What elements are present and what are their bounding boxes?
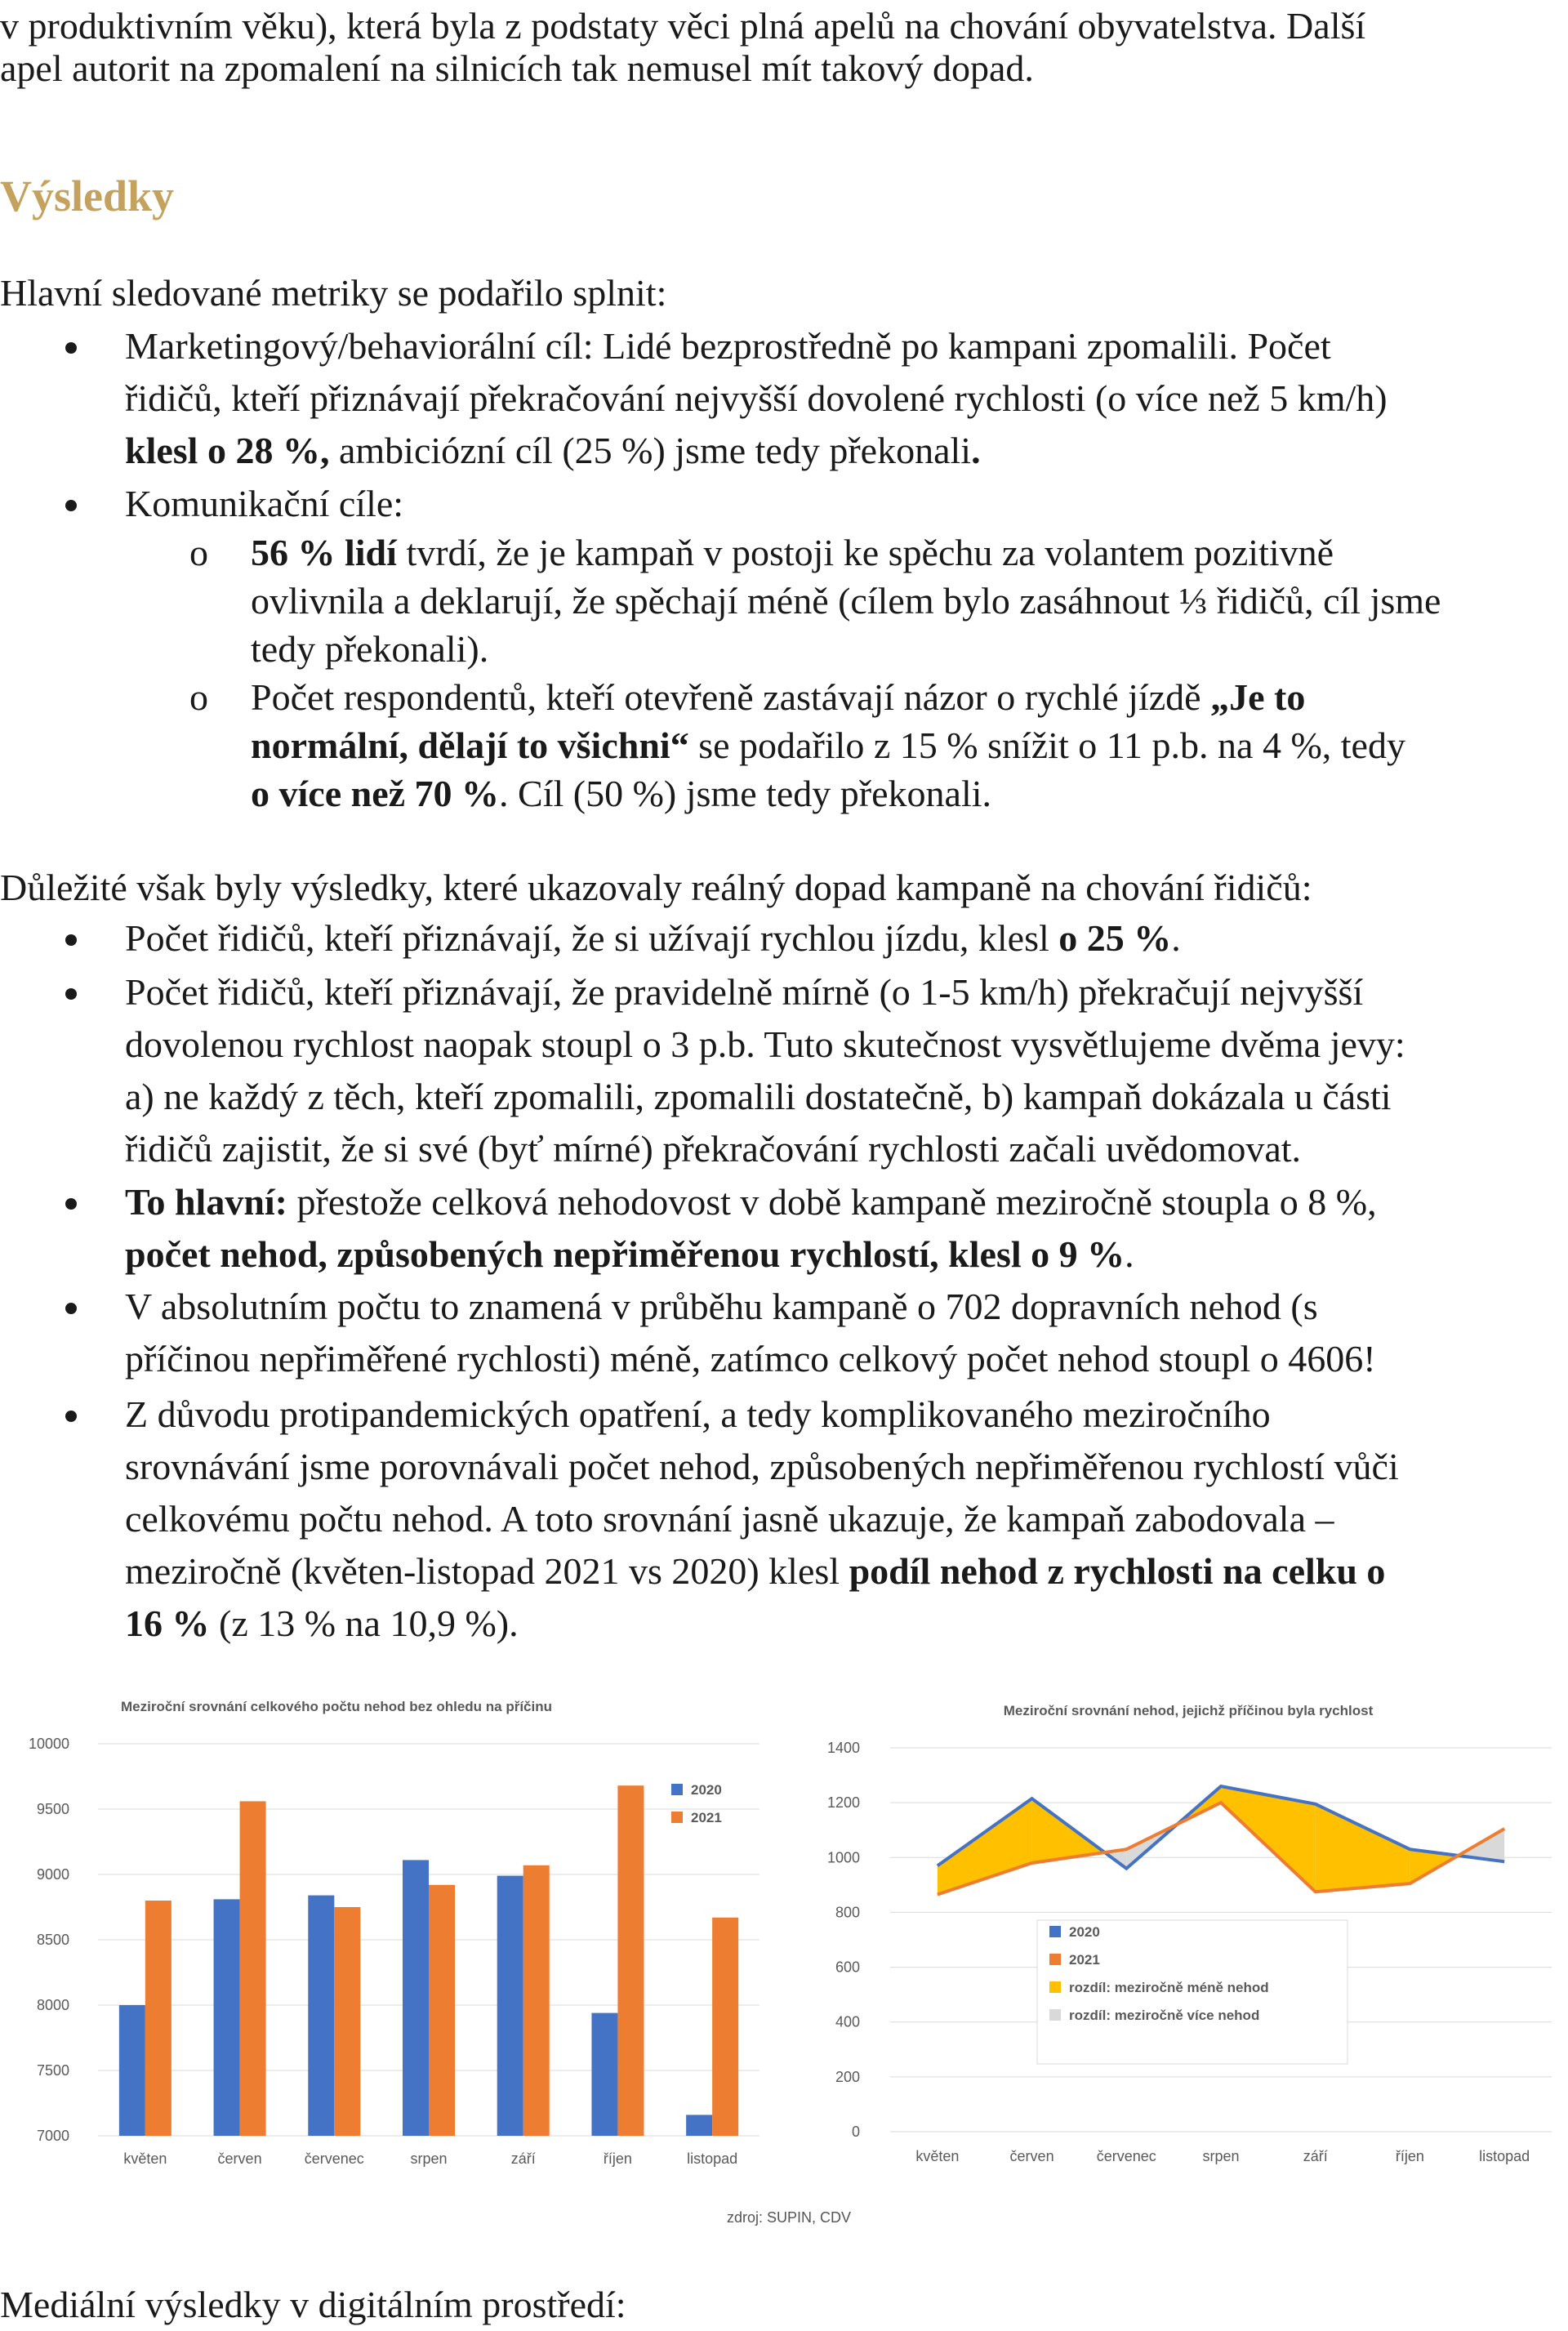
impact-1 bbox=[125, 912, 1181, 965]
impact-2-line-2: dovolenou rychlost naopak stoupl o 3 p.b. Tuto skutečnost vysvětlujeme dvěma jevy: bbox=[125, 1023, 1405, 1065]
bar-chart bbox=[8, 1687, 768, 2193]
impact-5-line-4 bbox=[125, 1545, 1385, 1598]
legend-label: rozdíl: meziročně více nehod bbox=[1069, 2008, 1260, 2023]
impact-4-line-2: příčinou nepřiměřené rychlosti) méně, zatímco celkový počet nehod stoupl o 4606! bbox=[125, 1338, 1376, 1379]
impact-2-line-3: a) ne každý z těch, kteří zpomalili, zpomalili dostatečně, b) kampaň dokázala u části bbox=[125, 1076, 1392, 1117]
sub-2-line-2 bbox=[251, 720, 1405, 772]
impact-1-end: . bbox=[1171, 917, 1181, 959]
y-tick-label: 7500 bbox=[36, 2062, 69, 2079]
footer-heading: Mediální výsledky v digitálním prostředí: bbox=[0, 2284, 626, 2325]
area-chart bbox=[804, 1687, 1564, 2193]
x-tick-label: říjen bbox=[1395, 2148, 1424, 2164]
sub-1-line-3: tedy překonali). bbox=[251, 628, 489, 670]
legend-swatch bbox=[1049, 1981, 1061, 1993]
y-tick-label: 600 bbox=[835, 1959, 860, 1976]
bar-2021 bbox=[617, 1785, 644, 2136]
x-tick-label: červenec bbox=[1096, 2148, 1156, 2164]
bullet-dot bbox=[65, 1411, 77, 1422]
bar-chart-svg bbox=[8, 1687, 768, 2193]
metric-2-label: Komunikační cíle: bbox=[125, 483, 404, 524]
x-tick-label: květen bbox=[123, 2150, 167, 2167]
y-tick-label: 1000 bbox=[826, 1849, 860, 1866]
impact-3-line-2 bbox=[125, 1228, 1134, 1281]
impact-5-line-2: srovnávání jsme porovnávali počet nehod, způsobených nepřiměřenou rychlostí vůči bbox=[125, 1446, 1399, 1487]
impact-intro: Důležité však byly výsledky, které ukazovaly reálný dopad kampaně na chování řidičů: bbox=[0, 867, 1312, 908]
bar-2021 bbox=[712, 1918, 738, 2136]
impact-2-line-1: Počet řidičů, kteří přiznávají, že pravidelně mírně (o 1-5 km/h) překračují nejvyšší bbox=[125, 971, 1364, 1013]
impact-2-line-4: řidičů zajistit, že si své (byť mírné) překračování rychlosti začali uvědomovat. bbox=[125, 1128, 1302, 1170]
impact-5-text-4: meziročně (květen-listopad 2021 vs 2020) klesl bbox=[125, 1550, 849, 1592]
intro-line-1: v produktivním věku), která byla z podstaty věci plná apelů na chování obyvatelstva. Další bbox=[0, 5, 1366, 47]
x-tick-label: květen bbox=[915, 2148, 960, 2164]
source-note: zdroj: SUPIN, CDV bbox=[727, 2209, 852, 2226]
y-tick-label: 1400 bbox=[826, 1740, 860, 1756]
sub-2-bold-1: „Je to bbox=[1210, 676, 1306, 718]
metric-1-bold: klesl o 28 %, bbox=[125, 430, 330, 471]
difference-fill bbox=[1316, 1804, 1410, 1892]
chart-title: Meziroční srovnání nehod, jejichž příčinou byla rychlost bbox=[1003, 1703, 1374, 1718]
y-tick-label: 400 bbox=[835, 2013, 860, 2030]
legend-label: rozdíl: meziročně méně nehod bbox=[1069, 1980, 1269, 1995]
impact-5-bold-1: podíl nehod z rychlosti na celku o bbox=[849, 1550, 1386, 1592]
x-tick-label: červenec bbox=[304, 2150, 364, 2167]
impact-5-bold-2: 16 % bbox=[125, 1602, 210, 1644]
x-tick-label: listopad bbox=[687, 2150, 738, 2167]
bullet-dot bbox=[65, 934, 77, 946]
y-tick-label: 8500 bbox=[36, 1932, 69, 1948]
y-tick-label: 10000 bbox=[28, 1736, 69, 1752]
y-tick-label: 8000 bbox=[36, 1997, 69, 2013]
sub-1-line-1 bbox=[251, 527, 1334, 579]
bar-2020 bbox=[686, 2115, 712, 2136]
legend-swatch bbox=[671, 1784, 683, 1795]
bullet-dot bbox=[65, 1198, 77, 1210]
impact-3-text: přestože celková nehodovost v době kampaně meziročně stoupla o 8 %, bbox=[287, 1181, 1377, 1223]
legend-label: 2020 bbox=[691, 1782, 722, 1798]
legend-label: 2021 bbox=[691, 1810, 722, 1825]
y-tick-label: 200 bbox=[835, 2068, 860, 2085]
metric-1-line-3 bbox=[125, 425, 981, 477]
sub-2-bold-3: o více než 70 % bbox=[251, 773, 500, 814]
bar-2021 bbox=[334, 1907, 360, 2136]
bar-2020 bbox=[591, 2013, 617, 2136]
bar-2020 bbox=[119, 2005, 145, 2136]
bar-2021 bbox=[145, 1901, 172, 2136]
section-heading: Výsledky bbox=[0, 172, 175, 221]
sub-1-line-2: ovlivnila a deklarují, že spěchají méně (cílem bylo zasáhnout ⅓ řidičů, cíl jsme bbox=[251, 580, 1441, 622]
x-tick-label: srpen bbox=[410, 2150, 448, 2167]
bullet-dot bbox=[65, 500, 77, 511]
y-tick-label: 9000 bbox=[36, 1866, 69, 1883]
sub-2-line-1 bbox=[251, 671, 1305, 724]
sub-2-text-2: se podařilo z 15 % snížit o 11 p.b. na 4 %, tedy bbox=[688, 724, 1405, 766]
impact-1-text: Počet řidičů, kteří přiznávají, že si užívají rychlou jízdu, klesl bbox=[125, 917, 1059, 959]
legend-swatch bbox=[1049, 1926, 1061, 1937]
bullet-dot bbox=[65, 1303, 77, 1314]
y-tick-label: 800 bbox=[835, 1904, 860, 1921]
metric-1-line-1: Marketingový/behaviorální cíl: Lidé bezprostředně po kampani zpomalili. Počet bbox=[125, 325, 1331, 367]
bar-2020 bbox=[497, 1876, 523, 2136]
bar-2020 bbox=[214, 1899, 240, 2136]
impact-1-bold: o 25 % bbox=[1058, 917, 1172, 959]
x-tick-label: listopad bbox=[1479, 2148, 1530, 2164]
impact-5-text-5: (z 13 % na 10,9 %). bbox=[209, 1602, 519, 1644]
sub-2-line-3 bbox=[251, 768, 991, 820]
y-tick-label: 1200 bbox=[826, 1794, 860, 1812]
metrics-intro: Hlavní sledované metriky se podařilo splnit: bbox=[0, 272, 667, 314]
bar-2021 bbox=[523, 1865, 550, 2136]
legend-swatch bbox=[1049, 2009, 1061, 2021]
bar-2021 bbox=[429, 1885, 455, 2136]
sub-bullet-marker: o bbox=[189, 532, 208, 573]
impact-3-bold-1: To hlavní: bbox=[125, 1181, 288, 1223]
x-tick-label: září bbox=[1303, 2148, 1328, 2164]
bullet-dot bbox=[65, 342, 77, 354]
legend-swatch bbox=[671, 1812, 683, 1823]
x-tick-label: září bbox=[510, 2150, 536, 2167]
bar-2020 bbox=[403, 1860, 429, 2136]
intro-line-2: apel autorit na zpomalení na silnicích tak nemusel mít takový dopad. bbox=[0, 47, 1034, 89]
impact-5-line-5 bbox=[125, 1598, 519, 1650]
chart-title: Meziroční srovnání celkového počtu nehod bez ohledu na příčinu bbox=[120, 1699, 553, 1714]
legend-label: 2021 bbox=[1069, 1952, 1100, 1968]
impact-3-line-1 bbox=[125, 1176, 1377, 1228]
y-tick-label: 0 bbox=[851, 2124, 860, 2140]
x-tick-label: říjen bbox=[603, 2150, 632, 2167]
metric-1-line-2: řidičů, kteří přiznávají překračování nejvyšší dovolené rychlosti (o více než 5 km/h) bbox=[125, 377, 1388, 419]
sub-1-bold: 56 % lidí bbox=[251, 532, 397, 573]
x-tick-label: srpen bbox=[1202, 2148, 1240, 2164]
sub-2-text-3: . Cíl (50 %) jsme tedy překonali. bbox=[499, 773, 992, 814]
bullet-dot bbox=[65, 988, 77, 1000]
bar-2021 bbox=[240, 1801, 266, 2136]
legend-label: 2020 bbox=[1069, 1924, 1100, 1940]
x-tick-label: červen bbox=[217, 2150, 262, 2167]
y-tick-label: 9500 bbox=[36, 1801, 69, 1817]
sub-1-text: tvrdí, že je kampaň v postoji ke spěchu za volantem pozitivně bbox=[396, 532, 1334, 573]
impact-3-bold-2: počet nehod, způsobených nepřiměřenou rychlostí, klesl o 9 % bbox=[125, 1233, 1125, 1275]
x-tick-label: červen bbox=[1009, 2148, 1054, 2164]
sub-2-bold-2: normální, dělají to všichni“ bbox=[251, 724, 689, 766]
legend-swatch bbox=[1049, 1954, 1061, 1965]
impact-4-line-1: V absolutním počtu to znamená v průběhu kampaně o 702 dopravních nehod (s bbox=[125, 1286, 1318, 1327]
impact-3-end: . bbox=[1125, 1233, 1134, 1275]
impact-5-line-1: Z důvodu protipandemických opatření, a tedy komplikovaného meziročního bbox=[125, 1393, 1271, 1435]
y-tick-label: 7000 bbox=[36, 2128, 69, 2144]
impact-5-line-3: celkovému počtu nehod. A toto srovnání jasně ukazuje, že kampaň zabodovala – bbox=[125, 1498, 1334, 1540]
sub-bullet-marker: o bbox=[189, 676, 208, 718]
metric-1-end: . bbox=[971, 430, 981, 471]
sub-2-text: Počet respondentů, kteří otevřeně zastávají názor o rychlé jízdě bbox=[251, 676, 1211, 718]
metric-1-rest: ambiciózní cíl (25 %) jsme tedy překonali bbox=[329, 430, 972, 471]
area-chart-svg bbox=[804, 1687, 1564, 2193]
bar-2020 bbox=[308, 1896, 334, 2136]
